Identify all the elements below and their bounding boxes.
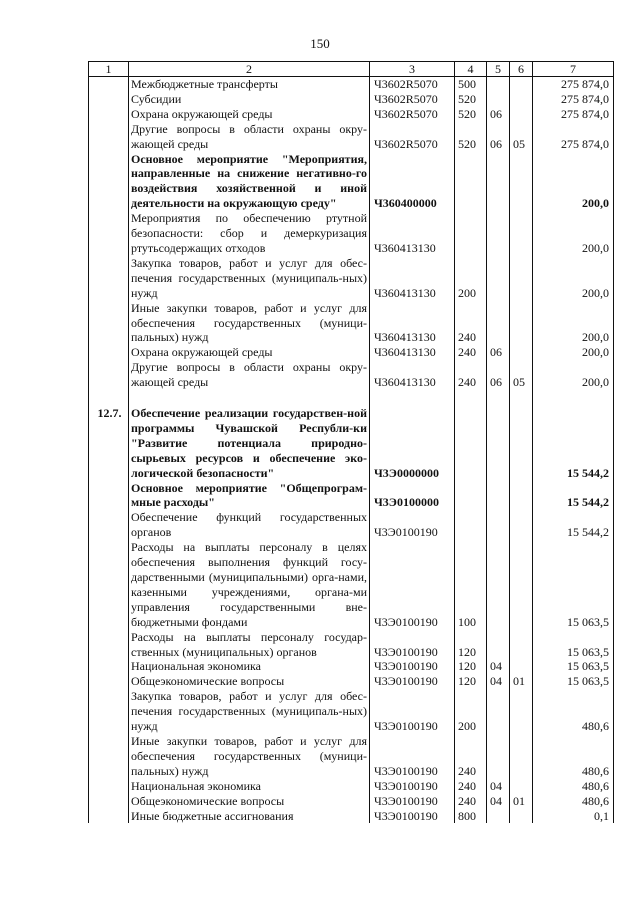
row-amount: 275 874,0	[533, 107, 614, 122]
table-row	[89, 345, 614, 360]
row-amount: 480,6	[533, 734, 614, 779]
row-section	[487, 152, 510, 212]
row-amount: 275 874,0	[533, 92, 614, 107]
row-section	[487, 481, 510, 511]
row-name: Межбюджетные трансферты	[129, 77, 370, 92]
row-name: Основное мероприятие "Общепрограм-мные расходы"	[129, 481, 370, 511]
row-name: Национальная экономика	[129, 779, 370, 794]
row-section	[487, 809, 510, 824]
row-expense-type: 200	[455, 256, 487, 301]
row-expense-type: 520	[455, 107, 487, 122]
row-subsection	[510, 152, 533, 212]
row-subsection	[510, 211, 533, 256]
header-cell: 6	[510, 62, 533, 77]
table-row	[89, 689, 614, 734]
header-cell: 4	[455, 62, 487, 77]
row-expense-type: 800	[455, 809, 487, 824]
row-number	[89, 779, 129, 794]
row-code: Ч3Э0100190	[370, 630, 455, 660]
row-amount: 15 063,5	[533, 540, 614, 629]
row-code: Ч360413130	[370, 301, 455, 346]
row-number	[89, 107, 129, 122]
row-expense-type	[455, 152, 487, 212]
row-expense-type: 520	[455, 122, 487, 152]
row-expense-type: 100	[455, 540, 487, 629]
row-subsection	[510, 630, 533, 660]
row-code: Ч3Э0100190	[370, 540, 455, 629]
table-row	[89, 406, 614, 481]
header-cell: 3	[370, 62, 455, 77]
row-section	[487, 77, 510, 92]
row-section	[487, 406, 510, 481]
row-number	[89, 540, 129, 629]
row-expense-type	[455, 510, 487, 540]
row-amount: 15 063,5	[533, 674, 614, 689]
row-name: Общеэкономические вопросы	[129, 674, 370, 689]
row-number	[89, 689, 129, 734]
row-amount: 15 544,2	[533, 510, 614, 540]
header-cell: 7	[533, 62, 614, 77]
row-expense-type: 240	[455, 301, 487, 346]
row-number	[89, 211, 129, 256]
row-number	[89, 794, 129, 809]
row-code: Ч360400000	[370, 152, 455, 212]
row-expense-type: 240	[455, 345, 487, 360]
row-section: 06	[487, 122, 510, 152]
row-subsection	[510, 77, 533, 92]
row-amount: 15 544,2	[533, 481, 614, 511]
row-amount: 200,0	[533, 345, 614, 360]
row-name: Национальная экономика	[129, 659, 370, 674]
row-expense-type: 240	[455, 794, 487, 809]
row-name: Основное мероприятие "Мероприятия, направленные на снижение негативно-го воздействия хозяйственной и иной деятельности на окружающую среду"	[129, 152, 370, 212]
row-expense-type	[455, 481, 487, 511]
row-subsection: 05	[510, 360, 533, 390]
row-subsection	[510, 734, 533, 779]
row-name: Расходы на выплаты персоналу в целях обеспечения выполнения функций госу-дарственными (муниципальными) орга-нами, казенными учреждениями, органа-ми управления государственными вне-бюджетными фондами	[129, 540, 370, 629]
row-subsection	[510, 809, 533, 824]
row-code: Ч3602R5070	[370, 77, 455, 92]
row-subsection	[510, 510, 533, 540]
table-row	[89, 301, 614, 346]
row-number	[89, 345, 129, 360]
row-number	[89, 510, 129, 540]
row-expense-type: 240	[455, 779, 487, 794]
row-name: Общеэкономические вопросы	[129, 794, 370, 809]
row-subsection	[510, 301, 533, 346]
row-section: 06	[487, 360, 510, 390]
row-section	[487, 211, 510, 256]
table-row	[89, 107, 614, 122]
row-name: Другие вопросы в области охраны окру-жающей среды	[129, 360, 370, 390]
row-expense-type: 200	[455, 689, 487, 734]
row-amount: 275 874,0	[533, 77, 614, 92]
row-code: Ч3602R5070	[370, 122, 455, 152]
row-subsection	[510, 540, 533, 629]
row-section: 06	[487, 107, 510, 122]
table-row	[89, 77, 614, 92]
header-cell: 5	[487, 62, 510, 77]
row-number	[89, 659, 129, 674]
row-section	[487, 390, 510, 406]
table-row	[89, 360, 614, 390]
row-expense-type	[455, 390, 487, 406]
row-code: Ч3Э0000000	[370, 406, 455, 481]
table-row	[89, 211, 614, 256]
row-subsection	[510, 390, 533, 406]
row-code: Ч360413130	[370, 360, 455, 390]
row-amount: 480,6	[533, 779, 614, 794]
row-section	[487, 734, 510, 779]
row-number	[89, 674, 129, 689]
table-row	[89, 734, 614, 779]
row-name	[129, 390, 370, 406]
row-section	[487, 92, 510, 107]
row-number	[89, 256, 129, 301]
row-name: Обеспечение функций государственных органов	[129, 510, 370, 540]
row-name: Другие вопросы в области охраны окру-жающей среды	[129, 122, 370, 152]
row-number	[89, 152, 129, 212]
row-subsection	[510, 779, 533, 794]
row-subsection	[510, 481, 533, 511]
row-amount: 200,0	[533, 256, 614, 301]
row-code: Ч3Э0100000	[370, 481, 455, 511]
row-code	[370, 390, 455, 406]
row-number: 12.7.	[89, 406, 129, 481]
table-row	[89, 152, 614, 212]
row-number	[89, 481, 129, 511]
row-expense-type: 120	[455, 674, 487, 689]
row-subsection	[510, 107, 533, 122]
row-number	[89, 301, 129, 346]
row-expense-type: 520	[455, 92, 487, 107]
row-subsection	[510, 256, 533, 301]
table-row	[89, 674, 614, 689]
row-subsection	[510, 689, 533, 734]
row-section: 04	[487, 674, 510, 689]
row-expense-type: 120	[455, 659, 487, 674]
row-section	[487, 301, 510, 346]
row-subsection	[510, 345, 533, 360]
table-row	[89, 481, 614, 511]
row-number	[89, 77, 129, 92]
row-number	[89, 360, 129, 390]
row-number	[89, 390, 129, 406]
budget-table	[88, 61, 614, 823]
row-name: Закупка товаров, работ и услуг для обес-печения государственных (муниципаль-ных) нужд	[129, 256, 370, 301]
row-amount: 0,1	[533, 809, 614, 824]
row-code: Ч3602R5070	[370, 107, 455, 122]
row-code: Ч3Э0100190	[370, 510, 455, 540]
table-row	[89, 809, 614, 824]
row-section: 04	[487, 779, 510, 794]
row-code: Ч3Э0100190	[370, 794, 455, 809]
row-code: Ч3Э0100190	[370, 809, 455, 824]
row-section	[487, 689, 510, 734]
row-expense-type: 240	[455, 360, 487, 390]
row-name: Мероприятия по обеспечению ртутной безопасности: сбор и демеркуризация ртутьсодержащих отходов	[129, 211, 370, 256]
table-row	[89, 630, 614, 660]
table-row	[89, 794, 614, 809]
row-section	[487, 630, 510, 660]
row-code: Ч3Э0100190	[370, 689, 455, 734]
row-section	[487, 510, 510, 540]
row-subsection	[510, 406, 533, 481]
row-amount: 480,6	[533, 689, 614, 734]
row-amount: 15 063,5	[533, 659, 614, 674]
row-name: Обеспечение реализации государствен-ной программы Чувашской Республи-ки "Развитие потенциала природно-сырьевых ресурсов и обеспечение эко-логической безопасности"	[129, 406, 370, 481]
table-header-row	[89, 62, 614, 77]
row-name: Иные закупки товаров, работ и услуг для обеспечения государственных (муници-пальных) нужд	[129, 301, 370, 346]
row-name: Охрана окружающей среды	[129, 345, 370, 360]
row-section	[487, 256, 510, 301]
row-amount: 200,0	[533, 301, 614, 346]
row-expense-type: 120	[455, 630, 487, 660]
row-code: Ч3Э0100190	[370, 734, 455, 779]
table-row	[89, 256, 614, 301]
row-name: Закупка товаров, работ и услуг для обес-печения государственных (муниципаль-ных) нужд	[129, 689, 370, 734]
row-section	[487, 540, 510, 629]
table-row	[89, 779, 614, 794]
table-body	[89, 77, 614, 824]
row-amount: 275 874,0	[533, 122, 614, 152]
row-subsection: 05	[510, 122, 533, 152]
row-code: Ч360413130	[370, 256, 455, 301]
row-amount	[533, 390, 614, 406]
header-cell: 2	[129, 62, 370, 77]
row-expense-type	[455, 406, 487, 481]
table-row	[89, 92, 614, 107]
table-row	[89, 540, 614, 629]
row-name: Охрана окружающей среды	[129, 107, 370, 122]
row-section: 04	[487, 794, 510, 809]
row-name: Иные бюджетные ассигнования	[129, 809, 370, 824]
row-expense-type: 500	[455, 77, 487, 92]
row-subsection: 01	[510, 674, 533, 689]
page-number: 150	[310, 36, 330, 51]
row-amount: 15 544,2	[533, 406, 614, 481]
row-code: Ч360413130	[370, 211, 455, 256]
table-row	[89, 659, 614, 674]
header-cell: 1	[89, 62, 129, 77]
row-name: Расходы на выплаты персоналу государ-ственных (муниципальных) органов	[129, 630, 370, 660]
row-number	[89, 92, 129, 107]
row-number	[89, 122, 129, 152]
row-amount: 200,0	[533, 152, 614, 212]
row-expense-type: 240	[455, 734, 487, 779]
row-amount: 200,0	[533, 360, 614, 390]
row-section: 06	[487, 345, 510, 360]
row-expense-type	[455, 211, 487, 256]
row-amount: 480,6	[533, 794, 614, 809]
row-subsection	[510, 659, 533, 674]
table-spacer-row	[89, 390, 614, 406]
row-number	[89, 630, 129, 660]
row-number	[89, 734, 129, 779]
row-code: Ч3602R5070	[370, 92, 455, 107]
table-row	[89, 510, 614, 540]
row-subsection: 01	[510, 794, 533, 809]
row-amount: 15 063,5	[533, 630, 614, 660]
row-code: Ч360413130	[370, 345, 455, 360]
table-row	[89, 122, 614, 152]
row-number	[89, 809, 129, 824]
row-name: Иные закупки товаров, работ и услуг для обеспечения государственных (муници-пальных) нужд	[129, 734, 370, 779]
row-code: Ч3Э0100190	[370, 659, 455, 674]
row-amount: 200,0	[533, 211, 614, 256]
row-name: Субсидии	[129, 92, 370, 107]
row-subsection	[510, 92, 533, 107]
row-code: Ч3Э0100190	[370, 779, 455, 794]
row-section: 04	[487, 659, 510, 674]
row-code: Ч3Э0100190	[370, 674, 455, 689]
